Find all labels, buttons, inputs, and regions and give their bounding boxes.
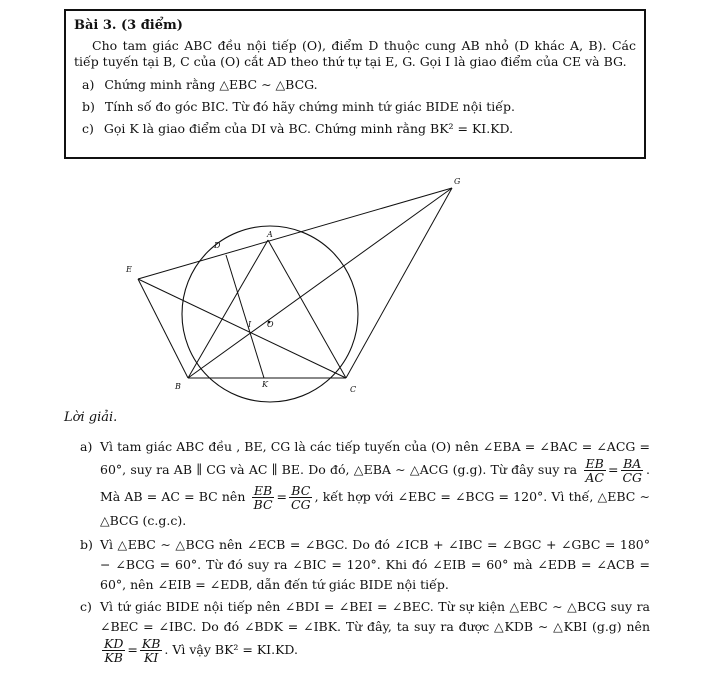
problem-title: Bài 3. (3 điểm) — [74, 18, 183, 33]
fraction-bc-cg: $\frac{BC}{CG}$ — [291, 483, 311, 512]
tangent-be — [138, 279, 188, 378]
problem-intro: Cho tam giác ABC đều nội tiếp (O), điểm D thuộc cung AB nhỏ (D khác A, B). Các tiếp tuyến tại B, C của (O) cắt AD theo thứ tự tại E, G. Gọi I là giao điểm của CE và BG. — [74, 37, 636, 70]
solution-c — [80, 597, 650, 664]
solution-a-mid: . Mà AB = AC = BC nên — [100, 462, 650, 504]
solution-a-tail: , kết hợp với ∠EBC = ∠BCG = 120°. Vì thế, △EBC ∼ △BCG (c.g.c). — [100, 489, 650, 528]
label-d: D — [214, 241, 221, 250]
label-g: G — [454, 177, 461, 186]
solution-c-tail: . Vì vậy BK² = KI.KD. — [164, 642, 298, 657]
circumcircle — [182, 226, 358, 402]
label-e: E — [126, 265, 132, 274]
solution-a — [80, 437, 650, 531]
solution-label: c) — [80, 599, 92, 614]
label-c: C — [350, 385, 357, 394]
question-text: Gọi K là giao điểm của DI và BC. Chứng minh rằng BK² = KI.KD. — [103, 121, 514, 137]
segment-bg — [188, 188, 452, 378]
fraction-kb-ki: $\frac{KB}{KI}$ — [141, 636, 161, 665]
question-label: b) — [82, 99, 95, 115]
solution-label: a) — [80, 439, 93, 454]
question-text: Tính số đo góc BIC. Từ đó hãy chứng minh tứ giác BIDE nội tiếp. — [104, 99, 515, 115]
fraction-eb-ac: $\frac{EB}{AC}$ — [585, 456, 604, 485]
line-eg — [138, 188, 452, 279]
equals-sign: = — [607, 462, 619, 477]
equals-sign: = — [276, 489, 288, 504]
fraction-ba-cg: $\frac{BA}{CG}$ — [622, 456, 643, 485]
solution-label: b) — [80, 537, 93, 552]
tangent-cg — [346, 188, 452, 378]
question-label: a) — [82, 77, 95, 93]
question-label: c) — [82, 121, 94, 137]
solution-a-text: Vì tam giác ABC đều , BE, CG là các tiếp tuyến của (O) nên ∠EBA = ∠BAC = ∠ACG = 60°, suy ra AB ∥ CG và AC ∥ BE. Do đó, △EBA ∼ △ACG (g.g). Từ đây suy ra — [100, 439, 650, 477]
geometry-figure — [112, 166, 488, 430]
label-b: B — [175, 382, 181, 391]
solution-b — [80, 535, 650, 595]
solution-a-body — [100, 437, 650, 531]
segment-ce — [138, 279, 346, 378]
problem-box — [64, 9, 646, 159]
side-ac — [268, 240, 346, 378]
fraction-kd-kb: $\frac{KD}{KB}$ — [104, 636, 124, 665]
question-c — [82, 121, 636, 138]
question-a — [82, 77, 636, 94]
solution-c-body — [100, 597, 650, 664]
question-text: Chứng minh rằng △EBC ∼ △BCG. — [104, 77, 318, 93]
label-k: K — [262, 380, 268, 389]
label-o: O — [267, 320, 274, 329]
fraction-eb-bc: $\frac{EB}{BC}$ — [253, 483, 273, 512]
equals-sign: = — [127, 642, 138, 657]
solution-c-text: Vì tứ giác BIDE nội tiếp nên ∠BDI = ∠BEI = ∠BEC. Từ sự kiện △EBC ∼ △BCG suy ra ∠BEC = ∠IBC. Do đó ∠BDK = ∠IBK. Từ đây, ta suy ra được △KDB ∼ △KBI (g.g) nên — [100, 599, 650, 634]
solution-title: Lời giải. — [64, 410, 118, 425]
segment-dk — [226, 255, 264, 378]
question-b — [82, 99, 636, 116]
solution-b-text: Vì △EBC ∼ △BCG nên ∠ECB = ∠BGC. Do đó ∠ICB + ∠IBC = ∠BGC + ∠GBC = 180° − ∠BCG = 60°. Từ đó suy ra ∠BIC = 120°. Khi đó ∠EIB = 60° mà ∠EDB = ∠ACB = 60°, nên ∠EIB = ∠EDB, dẫn đến tứ giác BIDE nội tiếp. — [100, 537, 650, 592]
label-a: A — [267, 230, 273, 239]
label-i: I — [248, 320, 252, 329]
